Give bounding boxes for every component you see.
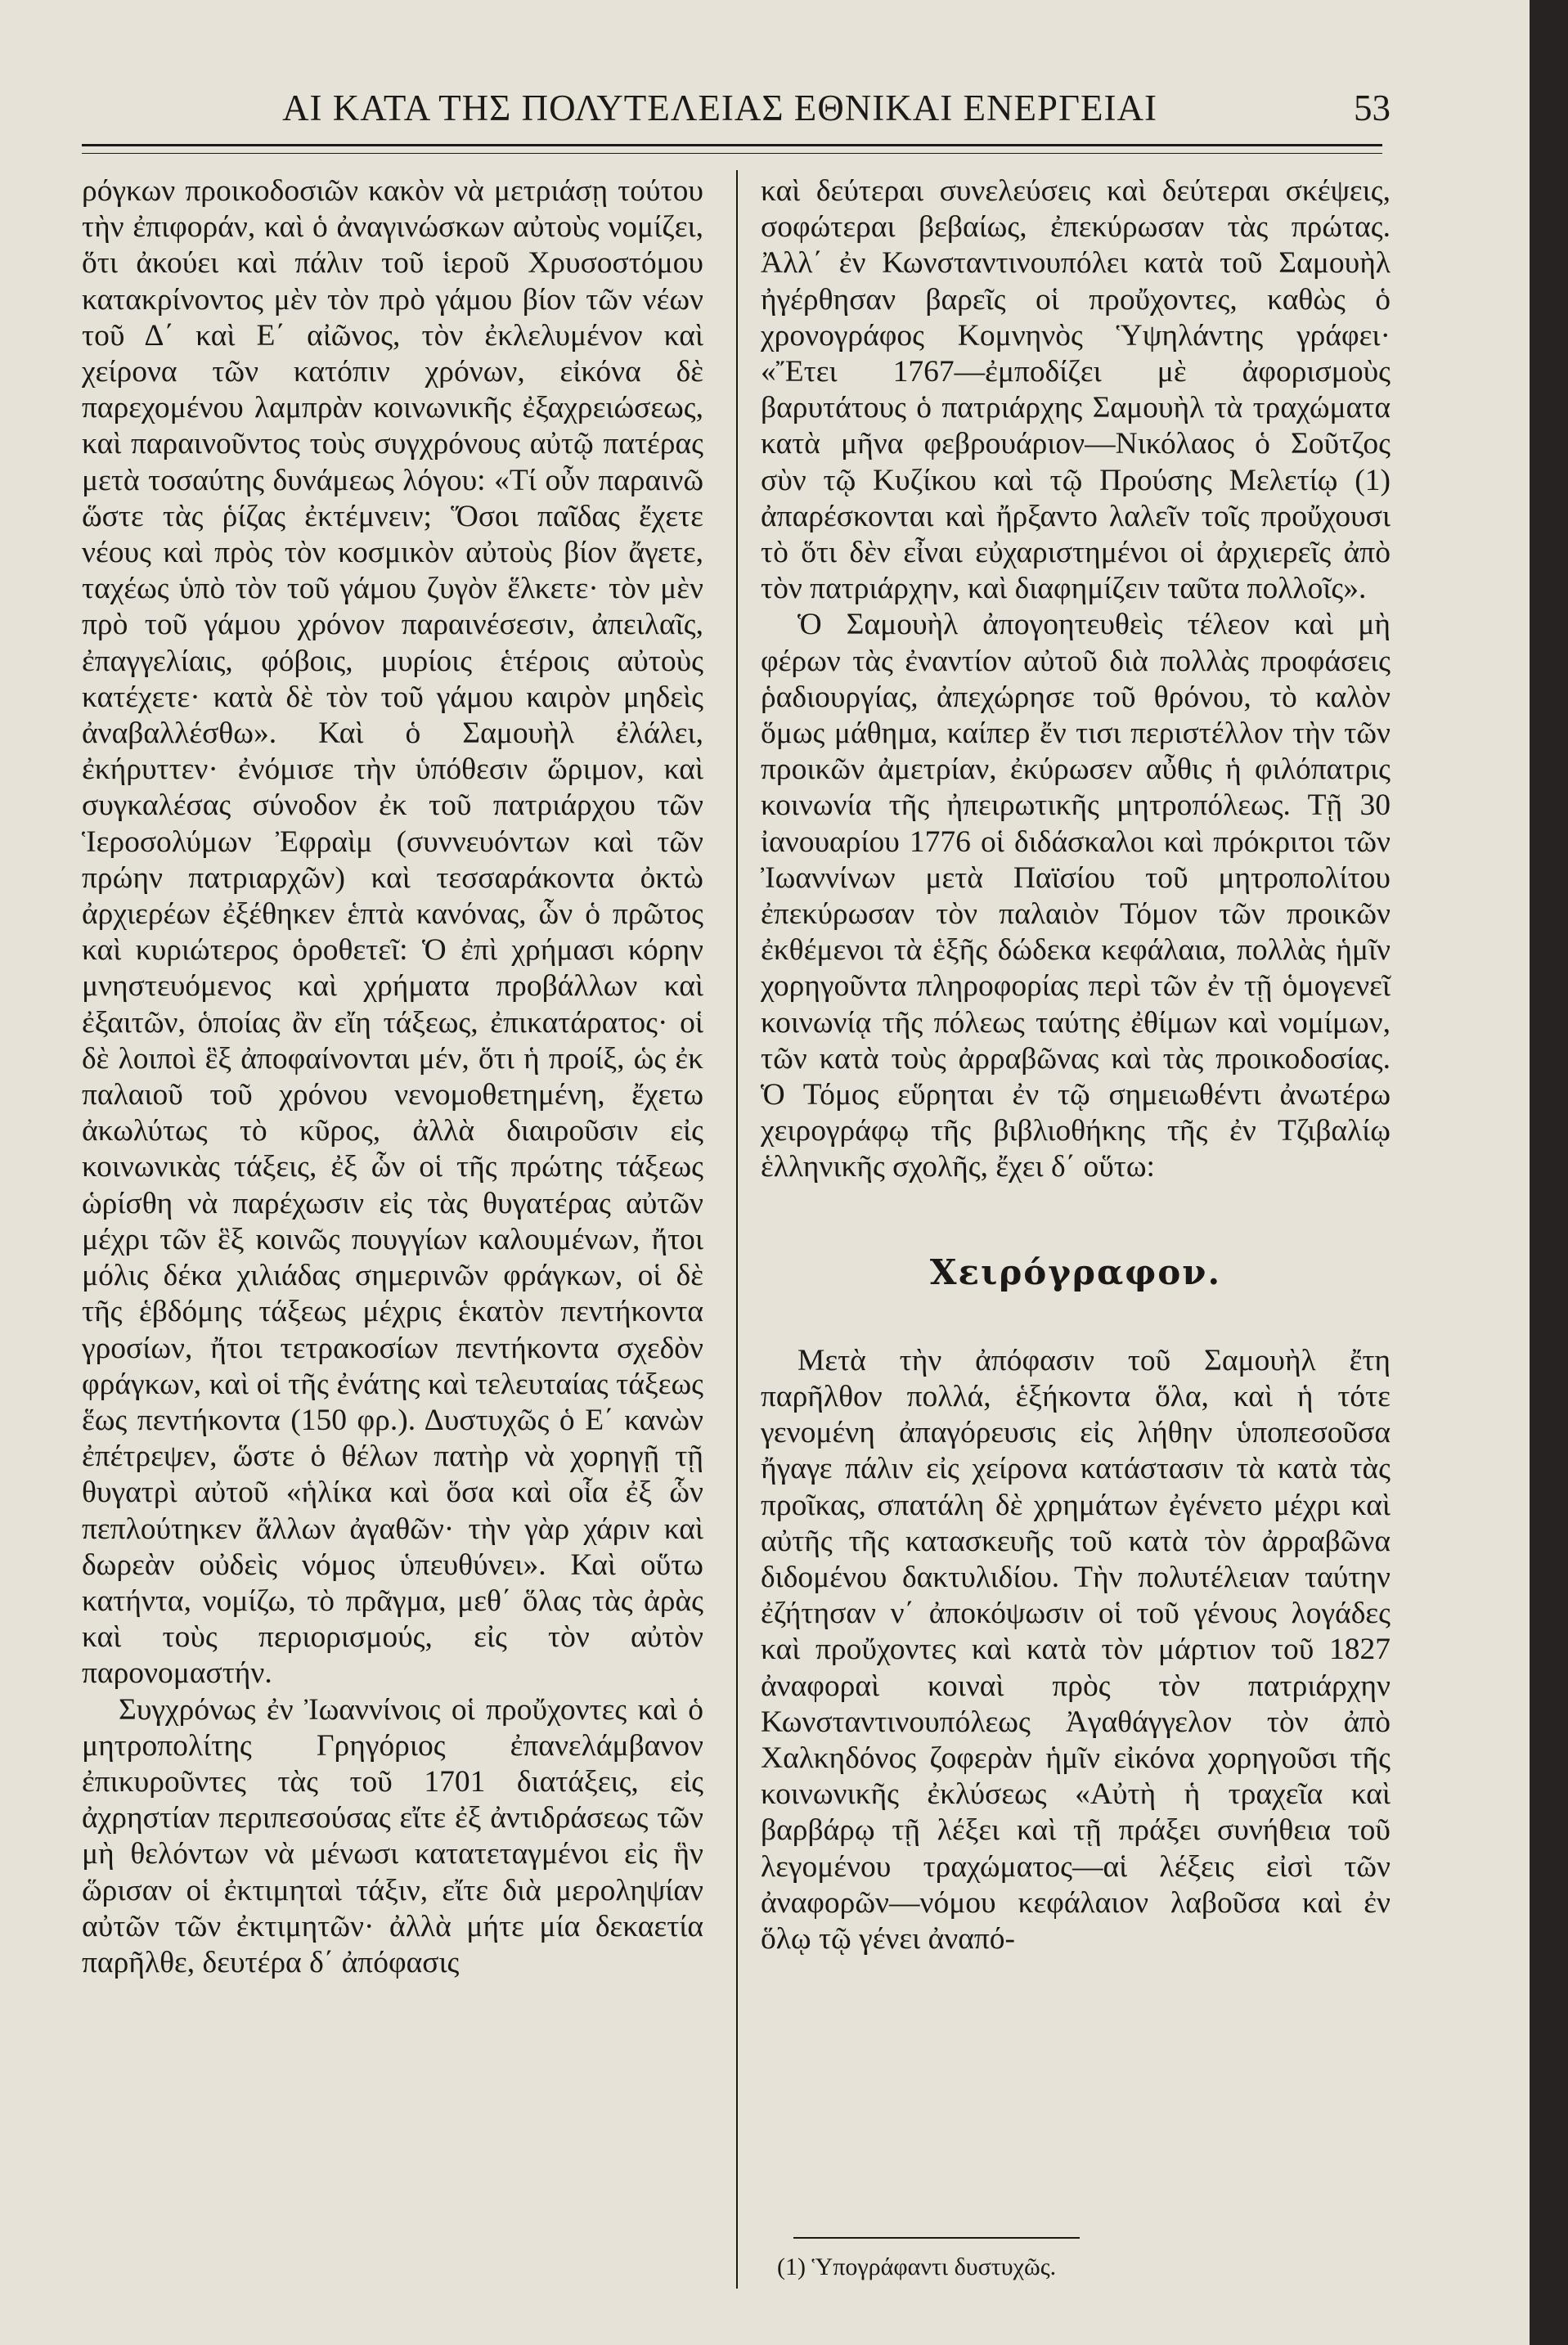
header-rule — [82, 144, 1382, 154]
footnote: (1) Ὑπογράφαντι δυστυχῶς. — [777, 2253, 1057, 2280]
left-column — [82, 173, 703, 1981]
section-heading: Χειρόγραφον. — [929, 1251, 1222, 1292]
running-head: ΑΙ ΚΑΤΑ ΤΗΣ ΠΟΛΥΤΕΛΕΙΑΣ ΕΘΝΙΚΑΙ ΕΝΕΡΓΕΙΑΙ — [282, 88, 1157, 128]
page-header — [131, 75, 1391, 141]
page-number: 53 — [1354, 88, 1391, 128]
left-paragraph: Συγχρόνως ἐν Ἰωαννίνοις οἱ προὔχοντες καὶ ὁ μητροπολίτης Γρηγόριος ἐπανελάμβανον ἐπικυροῦντες τὰς τοῦ 1701 διατάξεις, εἰς ἀχρηστίαν περιπεσούσας εἴτε ἐξ ἀντιδράσεως τῶν μὴ θελόντων νὰ μένωσι κατατεταγμένοι εἰς ἣν ὥρισαν οἱ ἐκτιμηταὶ τάξιν, εἴτε διὰ μεροληψίαν αὐτῶν τῶν ἐκτιμητῶν· ἀλλὰ μήτε μία δεκαετία παρῆλθε, δευτέρα δ΄ ἀπόφασις — [82, 1692, 703, 1979]
left-paragraph: ρόγκων προικοδοσιῶν κακὸν νὰ μετριάσῃ τούτου τὴν ἐπιφοράν, καὶ ὁ ἀναγινώσκων αὐτοὺς νομίζει, ὅτι ἀκούει καὶ πάλιν τοῦ ἱεροῦ Χρυσοστόμου κατακρίνοντος μὲν τὸν πρὸ γάμου βίον τῶν νέων τοῦ Δ΄ καὶ Ε΄ αἰῶνος, τὸν ἐκλελυμένον καὶ χείρονα τῶν κατόπιν χρόνων, εἰκόνα δὲ παρεχομένου λαμπρὰν κοινωνικῆς ἐξαχρειώσεως, καὶ παραινοῦντος τοὺς συγχρόνους αὐτῷ πατέρας μετὰ τοσαύτης δυνάμεως λόγου: «Τί οὖν παραινῶ ὥστε τὰς ῥίζας ἐκτέμνειν; Ὅσοι παῖδας ἔχετε νέους καὶ πρὸς τὸν κοσμικὸν αὐτοὺς βίον ἄγετε, ταχέως ὑπὸ τὸν τοῦ γάμου ζυγὸν ἕλκετε· τὸν μὲν πρὸ τοῦ γάμου χρόνον παραινέσεσιν, ἀπειλαῖς, ἐπαγγελίαις, φόβοις, μυρίοις ἑτέροις αὐτοὺς κατέχετε· κατὰ δὲ τὸν τοῦ γάμου καιρὸν μηδεὶς ἀναβαλλέσθω». Καὶ ὁ Σαμουὴλ ἐλάλει, ἐκήρυττεν· ἐνόμισε τὴν ὑπόθεσιν ὥριμον, καὶ συγκαλέσας σύνοδον ἐκ τοῦ πατριάρχου τῶν Ἱεροσολύμων Ἐφραὶμ (συννευόντων καὶ τῶν πρώην πατριαρχῶν) καὶ τεσσαράκοντα ὀκτὼ ἀρχιερέων ἐξέθηκεν ἑπτὰ κανόνας, ὧν ὁ πρῶτος καὶ κυριώτερος ὁροθετεῖ: Ὁ ἐπὶ χρήμασι κόρην μνηστευόμενος καὶ χρήματα προβάλλων καὶ ἐξαιτῶν, ὁποίας ἂν εἴη τάξεως, ἐπικατάρατος· οἱ δὲ λοιποὶ ἓξ ἀποφαίνονται μέν, ὅτι ἡ προίξ, ὡς ἐκ παλαιοῦ τοῦ χρόνου νενομοθετημένη, ἔχετω ἀκωλύτως τὸ κῦρος, ἀλλὰ διαιροῦσιν εἰς κοινωνικὰς τάξεις, ἐξ ὧν οἱ τῆς πρώτης τάξεως ὡρίσθη νὰ παρέχωσιν εἰς τὰς θυγατέρας αὐτῶν μέχρι τῶν ἓξ κοινῶς πουγγίων καλουμένων, ἤτοι μόλις δέκα χιλιάδας σημερινῶν φράγκων, οἱ δὲ τῆς ἑβδόμης τάξεως μέχρις ἑκατὸν πεντήκοντα γροσίων, ἤτοι τετρακοσίων πεντήκοντα σχεδὸν φράγκων, καὶ οἱ τῆς ἐνάτης καὶ τελευταίας τάξεως ἕως πεντήκοντα (150 φρ.). Δυστυχῶς ὁ Ε΄ κανὼν ἐπέτρεψεν, ὥστε ὁ θέλων πατὴρ νὰ χορηγῇ τῇ θυγατρὶ αὐτοῦ «ἡλίκα καὶ ὅσα καὶ οἷα ἐξ ὧν πεπλούτηκεν ἄλλων ἀγαθῶν· τὴν γὰρ χάριν καὶ δωρεὰν οὐδεὶς νόμος ὑπευθύνει». Καὶ οὕτω κατήντα, νομίζω, τὸ πρᾶγμα, μεθ΄ ὅλας τὰς ἀρὰς καὶ τοὺς περιορισμούς, εἰς τὸν αὐτὸν παρονομαστήν. — [82, 174, 703, 1691]
column-divider — [736, 170, 738, 2289]
right-paragraph: Μετὰ τὴν ἀπόφασιν τοῦ Σαμουὴλ ἔτη παρῆλθον πολλά, ἑξήκοντα ὅλα, καὶ ἡ τότε γενομένη ἀπαγόρευσις εἰς λήθην ὑποπεσοῦσα ἤγαγε πάλιν εἰς χείρονα κατάστασιν τὰ κατὰ τὰς προῖκας, σπατάλη δὲ χρημάτων ἐγένετο μέχρι καὶ αὐτῆς τῆς κατασκευῆς τοῦ κατὰ τὸν ἀρραβῶνα διδομένου δακτυλιδίου. Τὴν πολυτέλειαν ταύτην ἐζήτησαν ν΄ ἀποκόψωσιν οἱ τοῦ γένους λογάδες καὶ προὔχοντες καὶ κατὰ τὸν μάρτιον τοῦ 1827 ἀναφοραὶ κοιναὶ πρὸς τὸν πατριάρχην Κωνσταντινουπόλεως Ἀγαθάγγελον τὸν ἀπὸ Χαλκηδόνος ζοφερὰν ἡμῖν εἰκόνα χορηγοῦσι τῆς κοινωνικῆς ἐκλύσεως «Αὐτὴ ἡ τραχεῖα καὶ βαρβάρῳ τῇ λέξει καὶ τῇ πράξει συνήθεια τοῦ λεγομένου τραχώματος—αἱ λέξεις εἰσὶ τῶν ἀναφορῶν—νόμου κεφάλαιον λαβοῦσα καὶ ἐν ὅλῳ τῷ γένει ἀναπό- — [761, 1343, 1391, 1956]
right-paragraph: Ὁ Σαμουὴλ ἀπογοητευθεὶς τέλεον καὶ μὴ φέρων τὰς ἐναντίον αὐτοῦ διὰ πολλὰς προφάσεις ῥαδιουργίας, ἀπεχώρησε τοῦ θρόνου, τὸ καλὸν ὅμως μάθημα, καίπερ ἔν τισι περιστέλλον τὴν τῶν προικῶν ἀμετρίαν, ἐκύρωσεν αὖθις ἡ φιλόπατρις κοινωνία τῆς ἠπειρωτικῆς μητροπόλεως. Τῇ 30 ἰανουαρίου 1776 οἱ διδάσκαλοι καὶ πρόκριτοι τῶν Ἰωαννίνων μετὰ Παϊσίου τοῦ μητροπολίτου ἐπεκύρωσαν τὸν παλαιὸν Τόμον τῶν προικῶν ἐκθέμενοι τὰ ἑξῆς δώδεκα κεφάλαια, πολλὰς ἡμῖν χορηγοῦντα πληροφορίας περὶ τῶν ἐν τῇ ὁμογενεῖ κοινωνίᾳ τῆς πόλεως ταύτης ἐθίμων καὶ νομίμων, τῶν κατὰ τοὺς ἀρραβῶνας καὶ τὰς προικοδοσίας. Ὁ Τόμος εὕρηται ἐν τῷ σημειωθέντι ἀνωτέρω χειρογράφῳ τῆς βιβλιοθήκης τῆς ἐν Τζιβαλίῳ ἑλληνικῆς σχολῆς, ἔχει δ΄ οὕτω: — [761, 608, 1391, 1184]
right-column — [761, 173, 1391, 1957]
footnote-rule — [793, 2237, 1080, 2239]
right-paragraph: καὶ δεύτεραι συνελεύσεις καὶ δεύτεραι σκέψεις, σοφώτεραι βεβαίως, ἐπεκύρωσαν τὰς πρώτας. Ἀλλ΄ ἐν Κωνσταντινουπόλει κατὰ τοῦ Σαμουὴλ ἠγέρθησαν βαρεῖς οἱ προὔχοντες, καθὼς ὁ χρονογράφος Κομνηνὸς Ὑψηλάντης γράφει· «Ἔτει 1767—ἐμποδίζει μὲ ἀφορισμοὺς βαρυτάτους ὁ πατριάρχης Σαμουὴλ τὰ τραχώματα κατὰ μῆνα φεβρουάριον—Νικόλαος ὁ Σοῦτζος σὺν τῷ Κυζίκου καὶ τῷ Προύσης Μελετίῳ (1) ἀπαρέσκονται καὶ ἤρξαντο λαλεῖν τοῖς προὔχουσι τὸ ὅτι δὲν εἶναι εὐχαριστημένοι οἱ ἀρχιερεῖς ἀπὸ τὸν πατριάρχην, καὶ διαφημίζειν ταῦτα πολλοῖς». — [761, 174, 1391, 606]
